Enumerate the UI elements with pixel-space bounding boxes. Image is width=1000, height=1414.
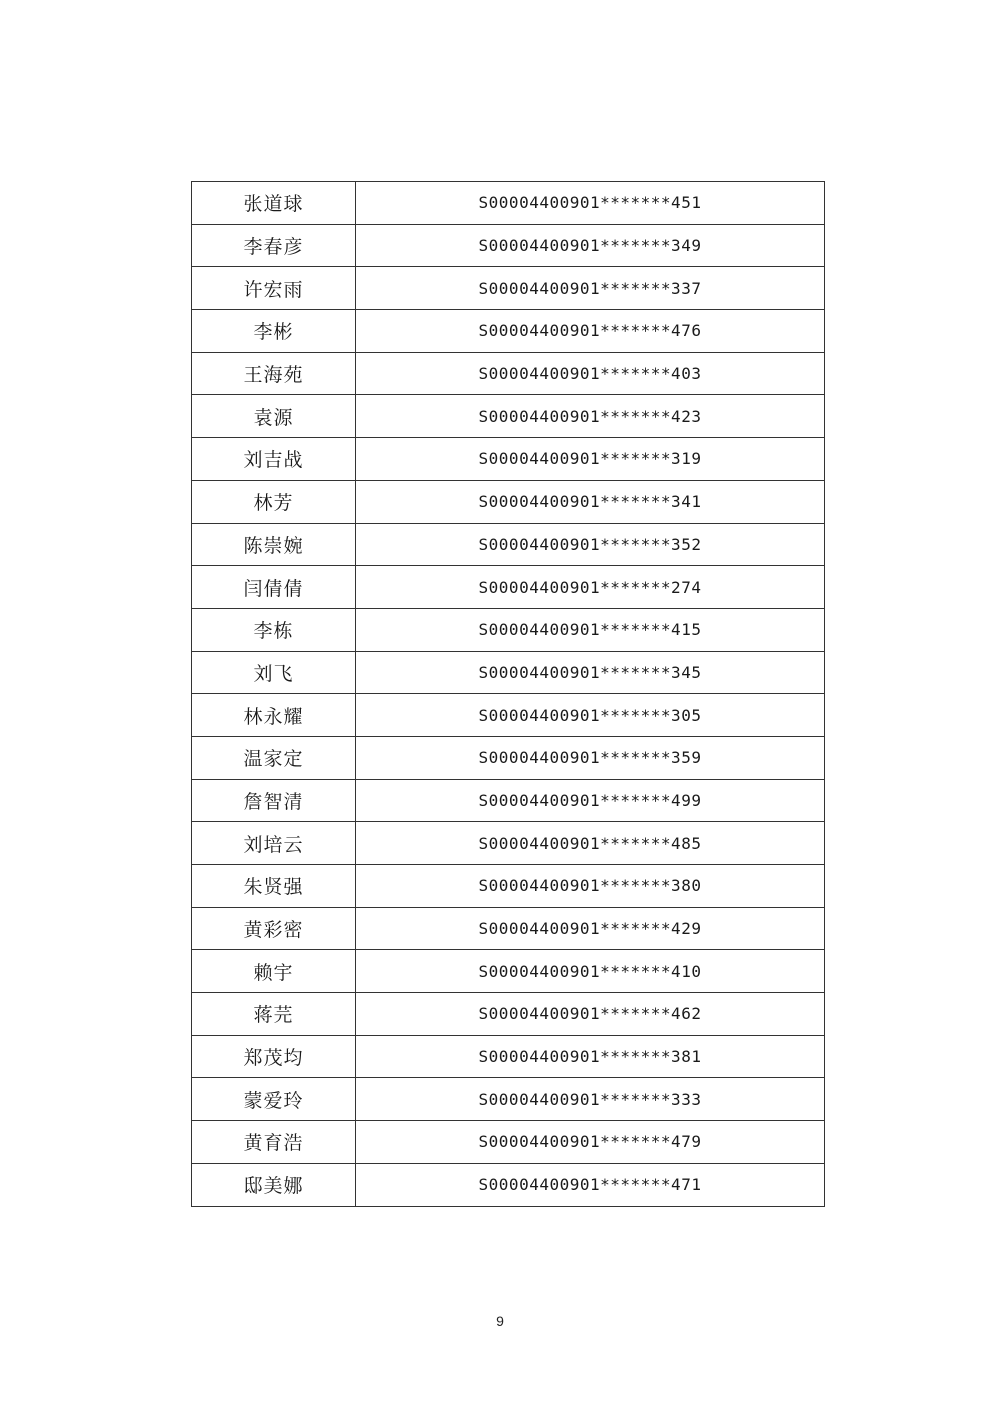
person-name: 王海苑: [192, 352, 356, 395]
certificate-number: S00004400901*******341: [356, 480, 825, 523]
certificate-number: S00004400901*******380: [356, 865, 825, 908]
table-row: [192, 182, 825, 225]
person-name: 陈崇婉: [192, 523, 356, 566]
table-row: [192, 352, 825, 395]
certificate-number: S00004400901*******485: [356, 822, 825, 865]
table-row: [192, 438, 825, 481]
person-name: 赖宇: [192, 950, 356, 993]
table-row: [192, 395, 825, 438]
table-row: [192, 608, 825, 651]
page-number: 9: [496, 1313, 504, 1329]
person-name: 郑茂均: [192, 1035, 356, 1078]
certificate-number: S00004400901*******319: [356, 438, 825, 481]
person-name: 袁源: [192, 395, 356, 438]
person-name: 黄育浩: [192, 1121, 356, 1164]
certificate-number: S00004400901*******381: [356, 1035, 825, 1078]
table-row: [192, 779, 825, 822]
person-name: 林芳: [192, 480, 356, 523]
table-row: [192, 865, 825, 908]
person-name: 黄彩密: [192, 907, 356, 950]
certificate-number: S00004400901*******479: [356, 1121, 825, 1164]
table-row: [192, 822, 825, 865]
certificate-number: S00004400901*******462: [356, 993, 825, 1036]
table-row: [192, 267, 825, 310]
person-name: 蒙爱玲: [192, 1078, 356, 1121]
person-name: 蒋芫: [192, 993, 356, 1036]
certificate-number: S00004400901*******274: [356, 566, 825, 609]
table-row: [192, 1035, 825, 1078]
certificate-number: S00004400901*******345: [356, 651, 825, 694]
person-name: 詹智清: [192, 779, 356, 822]
certificate-number: S00004400901*******423: [356, 395, 825, 438]
certificate-number: S00004400901*******476: [356, 310, 825, 353]
table-row: [192, 523, 825, 566]
certificate-number: S00004400901*******333: [356, 1078, 825, 1121]
certificate-number: S00004400901*******305: [356, 694, 825, 737]
person-name: 李彬: [192, 310, 356, 353]
person-name: 林永耀: [192, 694, 356, 737]
table-row: [192, 736, 825, 779]
certificate-number: S00004400901*******429: [356, 907, 825, 950]
certificate-number: S00004400901*******499: [356, 779, 825, 822]
person-name: 刘吉战: [192, 438, 356, 481]
certificate-number: S00004400901*******410: [356, 950, 825, 993]
certificate-number: S00004400901*******352: [356, 523, 825, 566]
certificate-number: S00004400901*******337: [356, 267, 825, 310]
person-name: 李春彦: [192, 224, 356, 267]
table-row: [192, 480, 825, 523]
table-row: [192, 310, 825, 353]
table-row: [192, 1163, 825, 1206]
certificate-number: S00004400901*******471: [356, 1163, 825, 1206]
certificate-number: S00004400901*******451: [356, 182, 825, 225]
person-name: 刘培云: [192, 822, 356, 865]
certificate-number: S00004400901*******415: [356, 608, 825, 651]
certificate-number: S00004400901*******359: [356, 736, 825, 779]
roster-table: [191, 181, 825, 1207]
person-name: 朱贤强: [192, 865, 356, 908]
table-row: [192, 907, 825, 950]
table-row: [192, 566, 825, 609]
person-name: 李栋: [192, 608, 356, 651]
person-name: 邸美娜: [192, 1163, 356, 1206]
person-name: 温家定: [192, 736, 356, 779]
table-row: [192, 1078, 825, 1121]
table-row: [192, 1121, 825, 1164]
certificate-number: S00004400901*******403: [356, 352, 825, 395]
person-name: 许宏雨: [192, 267, 356, 310]
table-row: [192, 651, 825, 694]
person-name: 刘飞: [192, 651, 356, 694]
person-name: 闫倩倩: [192, 566, 356, 609]
table-row: [192, 694, 825, 737]
certificate-number: S00004400901*******349: [356, 224, 825, 267]
table-row: [192, 224, 825, 267]
table-row: [192, 950, 825, 993]
person-name: 张道球: [192, 182, 356, 225]
table-row: [192, 993, 825, 1036]
